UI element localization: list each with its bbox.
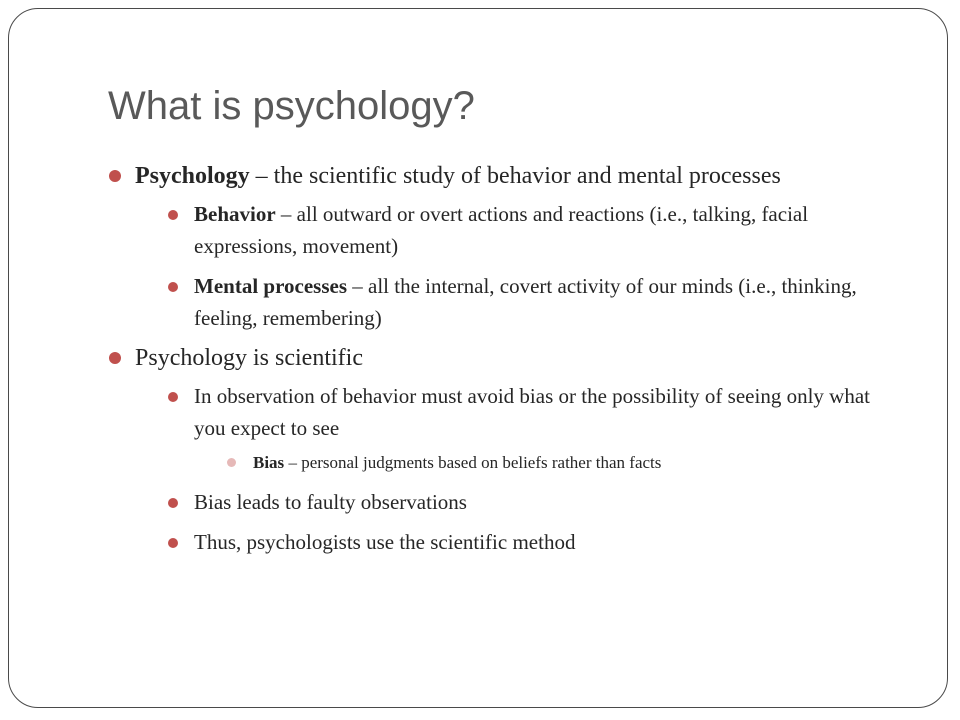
bullet-dot-icon xyxy=(168,538,178,548)
behavior-definition-text: – all outward or overt actions and reactions (i.e., talking, facial expressions, movement) xyxy=(194,202,809,258)
scientific-method-text: Thus, psychologists use the scientific method xyxy=(194,530,576,554)
term-bias: Bias xyxy=(253,453,285,472)
bullet-psychology-definition xyxy=(108,160,898,334)
term-mental-processes: Mental processes xyxy=(194,274,347,298)
bullet-dot-icon xyxy=(227,458,236,467)
psychology-is-scientific-text: Psychology is scientific xyxy=(135,345,363,371)
psychology-definition-text: – the scientific study of behavior and mental processes xyxy=(249,163,781,189)
term-psychology: Psychology xyxy=(135,163,250,189)
sublist-bias xyxy=(194,450,898,476)
bullet-bias-definition xyxy=(227,450,898,476)
slide-title: What is psychology? xyxy=(108,84,475,128)
sublist-scientific xyxy=(135,380,898,558)
bullet-dot-icon xyxy=(168,210,178,220)
bullet-faulty-observations xyxy=(168,486,898,518)
bullet-dot-icon xyxy=(109,170,121,182)
bullet-dot-icon xyxy=(168,282,178,292)
bullet-dot-icon xyxy=(168,392,178,402)
bias-definition-text: – personal judgments based on beliefs rather than facts xyxy=(284,453,662,472)
mental-processes-definition-text: – all the internal, covert activity of our minds (i.e., thinking, feeling, remembering) xyxy=(194,274,857,330)
bullet-dot-icon xyxy=(109,352,121,364)
faulty-observations-text: Bias leads to faulty observations xyxy=(194,490,467,514)
bullet-behavior xyxy=(168,198,898,262)
bullet-observation-bias xyxy=(168,380,898,476)
bullet-scientific-method xyxy=(168,526,898,558)
slide-content xyxy=(108,160,898,566)
sublist-psychology xyxy=(135,198,898,334)
term-behavior: Behavior xyxy=(194,202,276,226)
bullet-mental-processes xyxy=(168,270,898,334)
observation-bias-text: In observation of behavior must avoid bias or the possibility of seeing only what you expect to see xyxy=(194,384,870,440)
bullet-dot-icon xyxy=(168,498,178,508)
bullet-psychology-is-scientific xyxy=(108,342,898,558)
